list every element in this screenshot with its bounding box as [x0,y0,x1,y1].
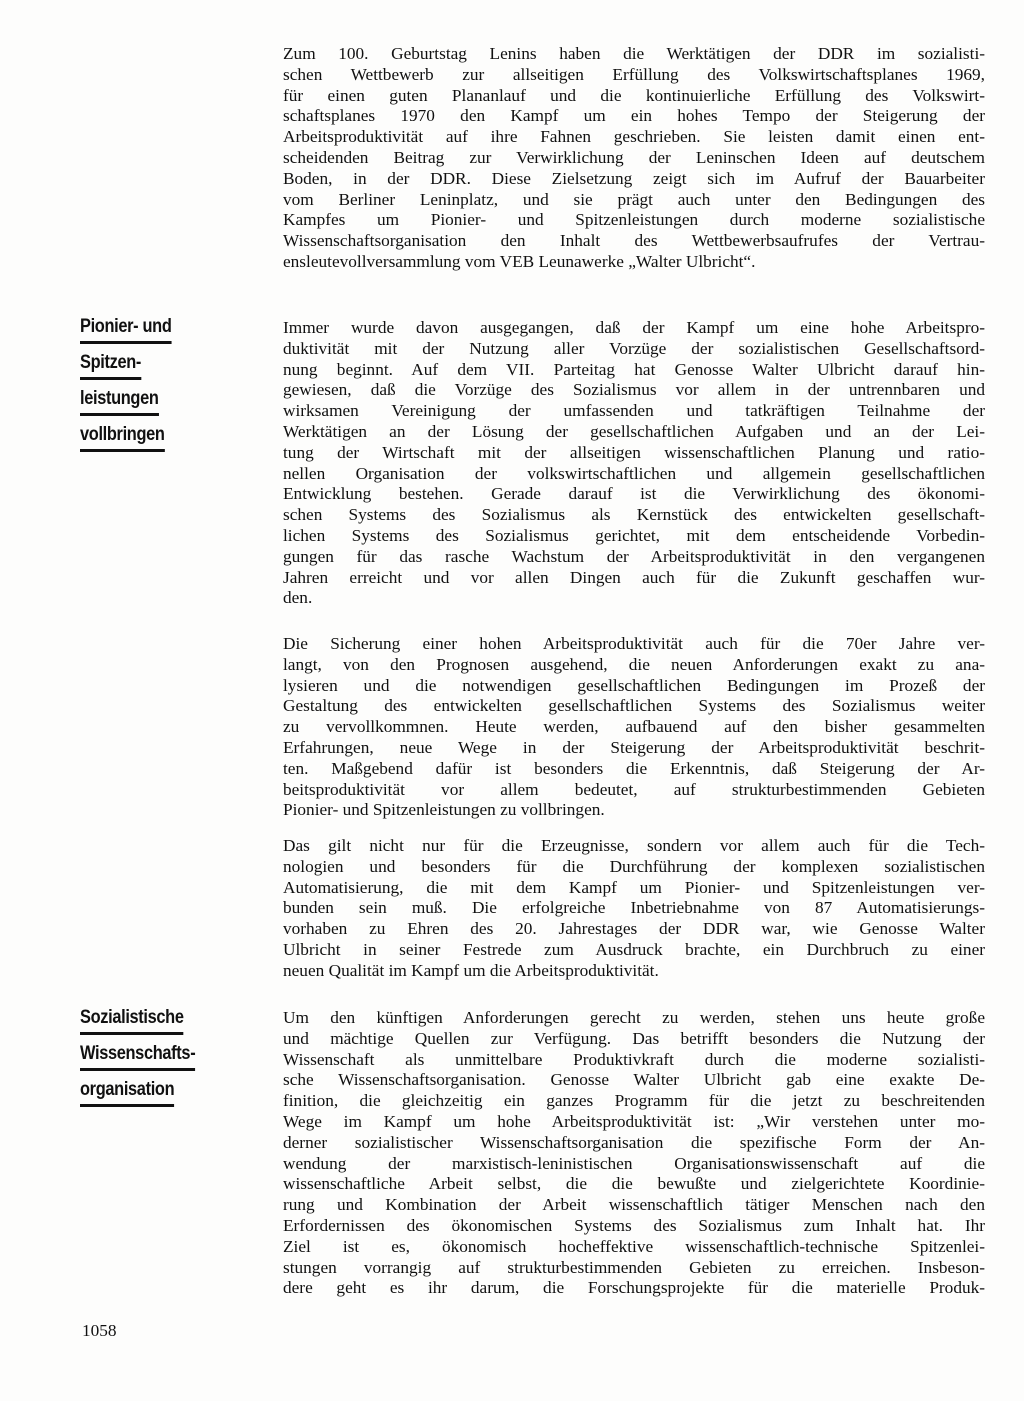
text-line: dere geht es ihr darum, die Forschungsprojekte für die materielle Produk- [283,1278,985,1298]
text-line: und mächtige Quellen zur Verfügung. Das betrifft besonders die Nutzung der [283,1028,985,1048]
text-line: langt, von den Prognosen ausgehend, die neuen Anforderungen exakt zu ana- [283,654,985,674]
text-line: wirksamen Vereinigung der umfassenden und tatkräftigen Teilnahme der [283,401,985,421]
heading-line: Sozialistische [80,1002,184,1035]
text-line: Die Sicherung einer hohen Arbeitsproduktivität auch für die 70er Jahre ver- [283,634,985,653]
text-line: den. [283,588,313,608]
text-line: Arbeitsproduktivität auf ihre Fahnen geschrieben. Sie leisten damit einen ent- [283,127,985,147]
text-line: Wissenschaftsorganisation den Inhalt des Wettbewerbsaufrufes der Vertrau- [283,231,985,251]
margin-heading-wissenschaftsorganisation [80,1002,195,1110]
text-line: Jahren erreicht und vor allen Dingen auch für die Zukunft geschaffen wur- [283,567,985,587]
text-line: beitsproduktivität vor allem bedeutet, auf strukturbestimmenden Gebieten [283,779,985,799]
text-line: schen Wettbewerb zur allseitigen Erfüllung des Volkswirtschaftsplanes 1969, [283,64,985,84]
heading-line: Spitzen- [80,347,141,380]
text-line: bunden sein muß. Die erfolgreiche Inbetriebnahme von 87 Automatisierungs- [283,898,985,918]
text-line: Wege im Kampf um hohe Arbeitsproduktivität ist: „Wir verstehen unter mo- [283,1111,985,1131]
text-line: Gestaltung des entwickelten gesellschaftlichen Systems des Sozialismus weiter [283,696,985,716]
text-line: Erfordernissen des ökonomischen Systems des Sozialismus zum Inhalt hat. Ihr [283,1215,985,1235]
text-line: Ziel ist es, ökonomisch hocheffektive wissenschaftlich-technische Spitzenlei- [283,1236,985,1256]
text-line: sche Wissenschaftsorganisation. Genosse Walter Ulbricht gab eine exakte De- [283,1070,985,1090]
text-line: gewiesen, daß die Vorzüge des Sozialismus vor allem in der untrennbaren und [283,380,985,400]
text-line: finition, die gleichzeitig ein ganzes Programm für die jetzt zu beschreitenden [283,1091,985,1111]
text-line: stungen vorrangig auf strukturbestimmenden Gebieten zu erreichen. Insbeson- [283,1257,985,1277]
paragraph-vorzuege-sozialismus [283,318,985,609]
heading-line: Pionier- und [80,311,172,344]
text-line: wendung der marxistisch-leninistischen Organisationswissenschaft auf die [283,1153,985,1173]
text-line: gungen für das rasche Wachstum der Arbeitsproduktivität in den vergangenen [283,546,985,566]
text-line: Ulbricht in seiner Festrede zum Ausdruck brachte, ein Durchbruch zu einer [283,939,985,959]
text-line: Zum 100. Geburtstag Lenins haben die Werktätigen der DDR im sozialisti- [283,44,985,63]
text-line: Boden, in der DDR. Diese Zielsetzung zeigt sich im Aufruf der Bauarbeiter [283,168,985,188]
heading-line: Wissenschafts- [80,1038,195,1071]
text-line: nologien und besonders für die Durchführung der komplexen sozialistischen [283,856,985,876]
paragraph-sicherung-70er-jahre [283,634,985,821]
paragraph-lenin-birthday [283,44,985,273]
text-line: derner sozialistischer Wissenschaftsorganisation die spezifische Form der An- [283,1132,985,1152]
text-line: schaftsplanes 1970 den Kampf um ein hohes Tempo der Steigerung der [283,106,985,126]
text-line: lysieren und die notwendigen gesellschaftlichen Bedingungen im Prozeß der [283,675,985,695]
text-line: neuen Qualität im Kampf um die Arbeitsproduktivität. [283,960,659,980]
text-line: Werktätigen an der Lösung der gesellschaftlichen Aufgaben und an der Lei- [283,421,985,441]
text-line: nung beginnt. Auf dem VII. Parteitag hat Genosse Walter Ulbricht darauf hin- [283,359,985,379]
text-line: Das gilt nicht nur für die Erzeugnisse, sondern vor allem auch für die Tech- [283,836,985,855]
heading-line: vollbringen [80,419,165,452]
text-line: Entwicklung bestehen. Gerade darauf ist die Verwirklichung des ökonomi- [283,484,985,504]
text-line: Um den künftigen Anforderungen gerecht zu werden, stehen uns heute große [283,1008,985,1027]
text-line: Wissenschaft als unmittelbare Produktivkraft durch die moderne sozialisti- [283,1049,985,1069]
heading-line: leistungen [80,383,159,416]
text-line: Kampfes um Pionier- und Spitzenleistungen durch moderne sozialistische [283,210,985,230]
text-line: Immer wurde davon ausgegangen, daß der Kampf um eine hohe Arbeitspro- [283,318,985,337]
text-line: wissenschaftliche Arbeit selbst, die die bewußte und zielgerichtete Koordinie- [283,1174,985,1194]
text-line: schen Systems des Sozialismus als Kernstück des entwickelten gesellschaft- [283,505,985,525]
page-number: 1058 [82,1321,117,1340]
paragraph-wissenschaftsorganisation [283,1008,985,1299]
text-line: vom Berliner Leninplatz, und sie prägt auch unter den Bedingungen des [283,189,985,209]
heading-line: organisation [80,1074,174,1107]
text-line: vorhaben zu Ehren des 20. Jahrestages der DDR war, wie Genosse Walter [283,919,985,939]
text-line: lichen Systems des Sozialismus gerichtet, mit dem entscheidende Vorbedin- [283,525,985,545]
text-line: Automatisierung, die mit dem Kampf um Pionier- und Spitzenleistungen ver- [283,877,985,897]
margin-heading-pionier [80,311,172,455]
text-line: zu vervollkommnen. Heute werden, aufbauend auf den bisher gesammelten [283,717,985,737]
text-line: Pionier- und Spitzenleistungen zu vollbringen. [283,800,605,820]
text-line: ensleutevollversammlung vom VEB Leunawerke „Walter Ulbricht“. [283,251,756,271]
paragraph-automatisierung [283,836,985,982]
text-line: tung der Wirtschaft mit der allseitigen wissenschaftlichen Planung und ratio- [283,442,985,462]
text-line: duktivität mit der Nutzung aller Vorzüge der sozialistischen Gesellschaftsord- [283,338,985,358]
text-line: rung und Kombination der Arbeit wissenschaftlich tätiger Menschen nach den [283,1195,985,1215]
text-line: scheidenden Beitrag zur Verwirklichung der Leninschen Ideen auf deutschem [283,147,985,167]
text-line: Erfahrungen, neue Wege in der Steigerung der Arbeitsproduktivität beschrit- [283,737,985,757]
text-line: ten. Maßgebend dafür ist besonders die Erkenntnis, daß Steigerung der Ar- [283,758,985,778]
text-line: für einen guten Plananlauf und die kontinuierliche Erfüllung des Volkswirt- [283,85,985,105]
text-line: nellen Organisation der volkswirtschaftlichen und allgemein gesellschaftlichen [283,463,985,483]
